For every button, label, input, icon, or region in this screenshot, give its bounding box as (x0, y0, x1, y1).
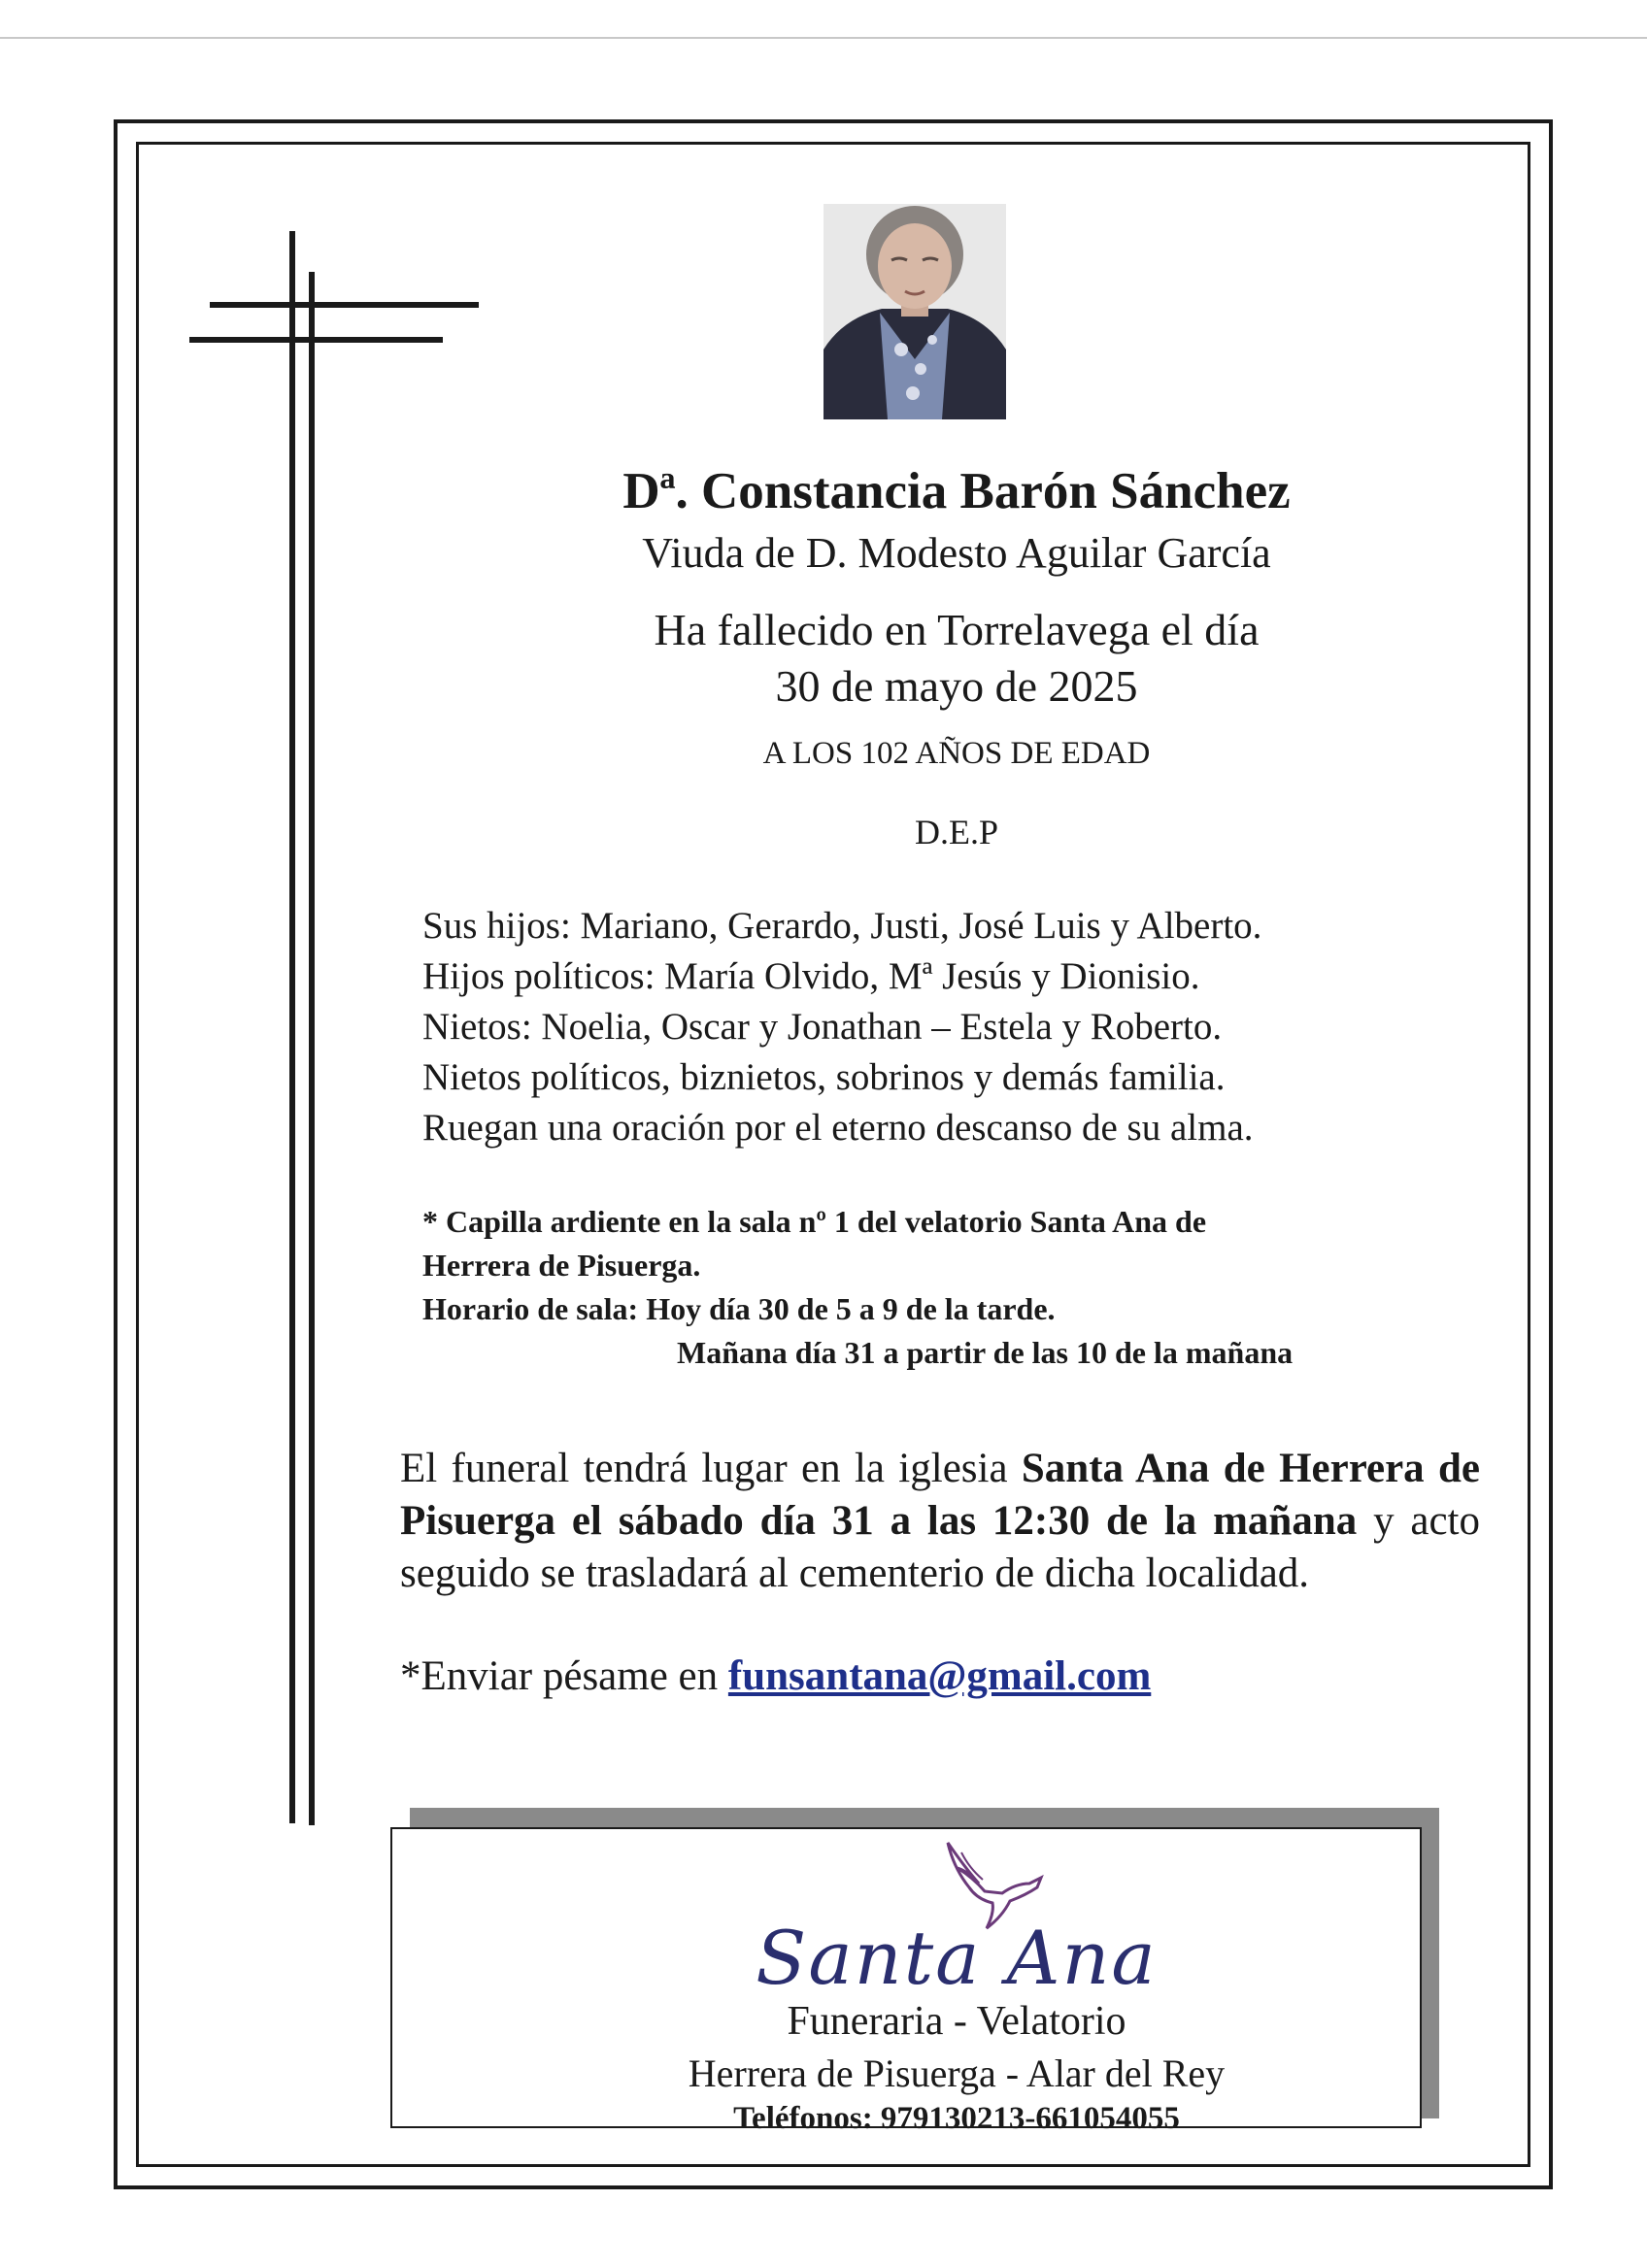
condolence-email-link[interactable]: funsantana@gmail.com (727, 1653, 1152, 1699)
funeral-info (400, 1443, 1480, 1600)
funeral-home-logo: Santa Ana (756, 1915, 1158, 2001)
chapel-line: Mañana día 31 a partir de las 10 de la mañana (677, 1335, 1294, 1370)
family-line: Sus hijos: Mariano, Gerardo, Justi, José Luis y Alberto. (422, 905, 1262, 947)
chapel-line: Horario de sala: Hoy día 30 de 5 a 9 de la tarde. (422, 1291, 1056, 1326)
condolence-line (400, 1652, 1151, 1700)
family-list (422, 901, 1520, 1153)
funeral-home-locations: Herrera de Pisuerga - Alar del Rey (688, 2051, 1226, 2095)
age-at-death: A LOS 102 AÑOS DE EDAD (762, 736, 1151, 771)
family-line: Hijos políticos: María Olvido, Mª Jesús y Dionisio. (422, 955, 1200, 997)
rip-text: D.E.P (914, 813, 998, 851)
death-place: Ha fallecido en Torrelavega el día (654, 605, 1260, 654)
portrait-photo (824, 204, 1006, 419)
family-line: Nietos políticos, biznietos, sobrinos y demás familia. (422, 1056, 1226, 1098)
funeral-home-type: Funeraria - Velatorio (787, 1999, 1126, 2044)
widow-of: Viuda de D. Modesto Aguilar García (642, 529, 1271, 577)
funeral-location: Santa Ana de Herrera de Pisuerga el sábado día 31 a las 12:30 de la mañana (400, 1446, 1480, 1544)
funeral-text: y acto seguido se trasladará al cementerio de dicha localidad. (400, 1498, 1480, 1596)
death-date: 30 de mayo de 2025 (775, 661, 1138, 711)
condolence-label: *Enviar pésame en (400, 1653, 728, 1699)
chapel-line: Herrera de Pisuerga. (422, 1248, 701, 1283)
family-line: Ruegan una oración por el eterno descanso de su alma. (422, 1107, 1254, 1149)
chapel-info (422, 1200, 1432, 1375)
box-shadow (1422, 1808, 1439, 2118)
chapel-line: * Capilla ardiente en la sala nº 1 del velatorio Santa Ana de (422, 1204, 1207, 1239)
deceased-name: Dª. Constancia Barón Sánchez (622, 463, 1291, 519)
funeral-home-phones: Teléfonos: 979130213-661054055 (733, 2101, 1180, 2136)
family-line: Nietos: Noelia, Oscar y Jonathan – Estela y Roberto. (422, 1006, 1223, 1048)
scan-edge-line (0, 37, 1647, 39)
funeral-text: El funeral tendrá lugar en la iglesia (400, 1446, 1022, 1491)
